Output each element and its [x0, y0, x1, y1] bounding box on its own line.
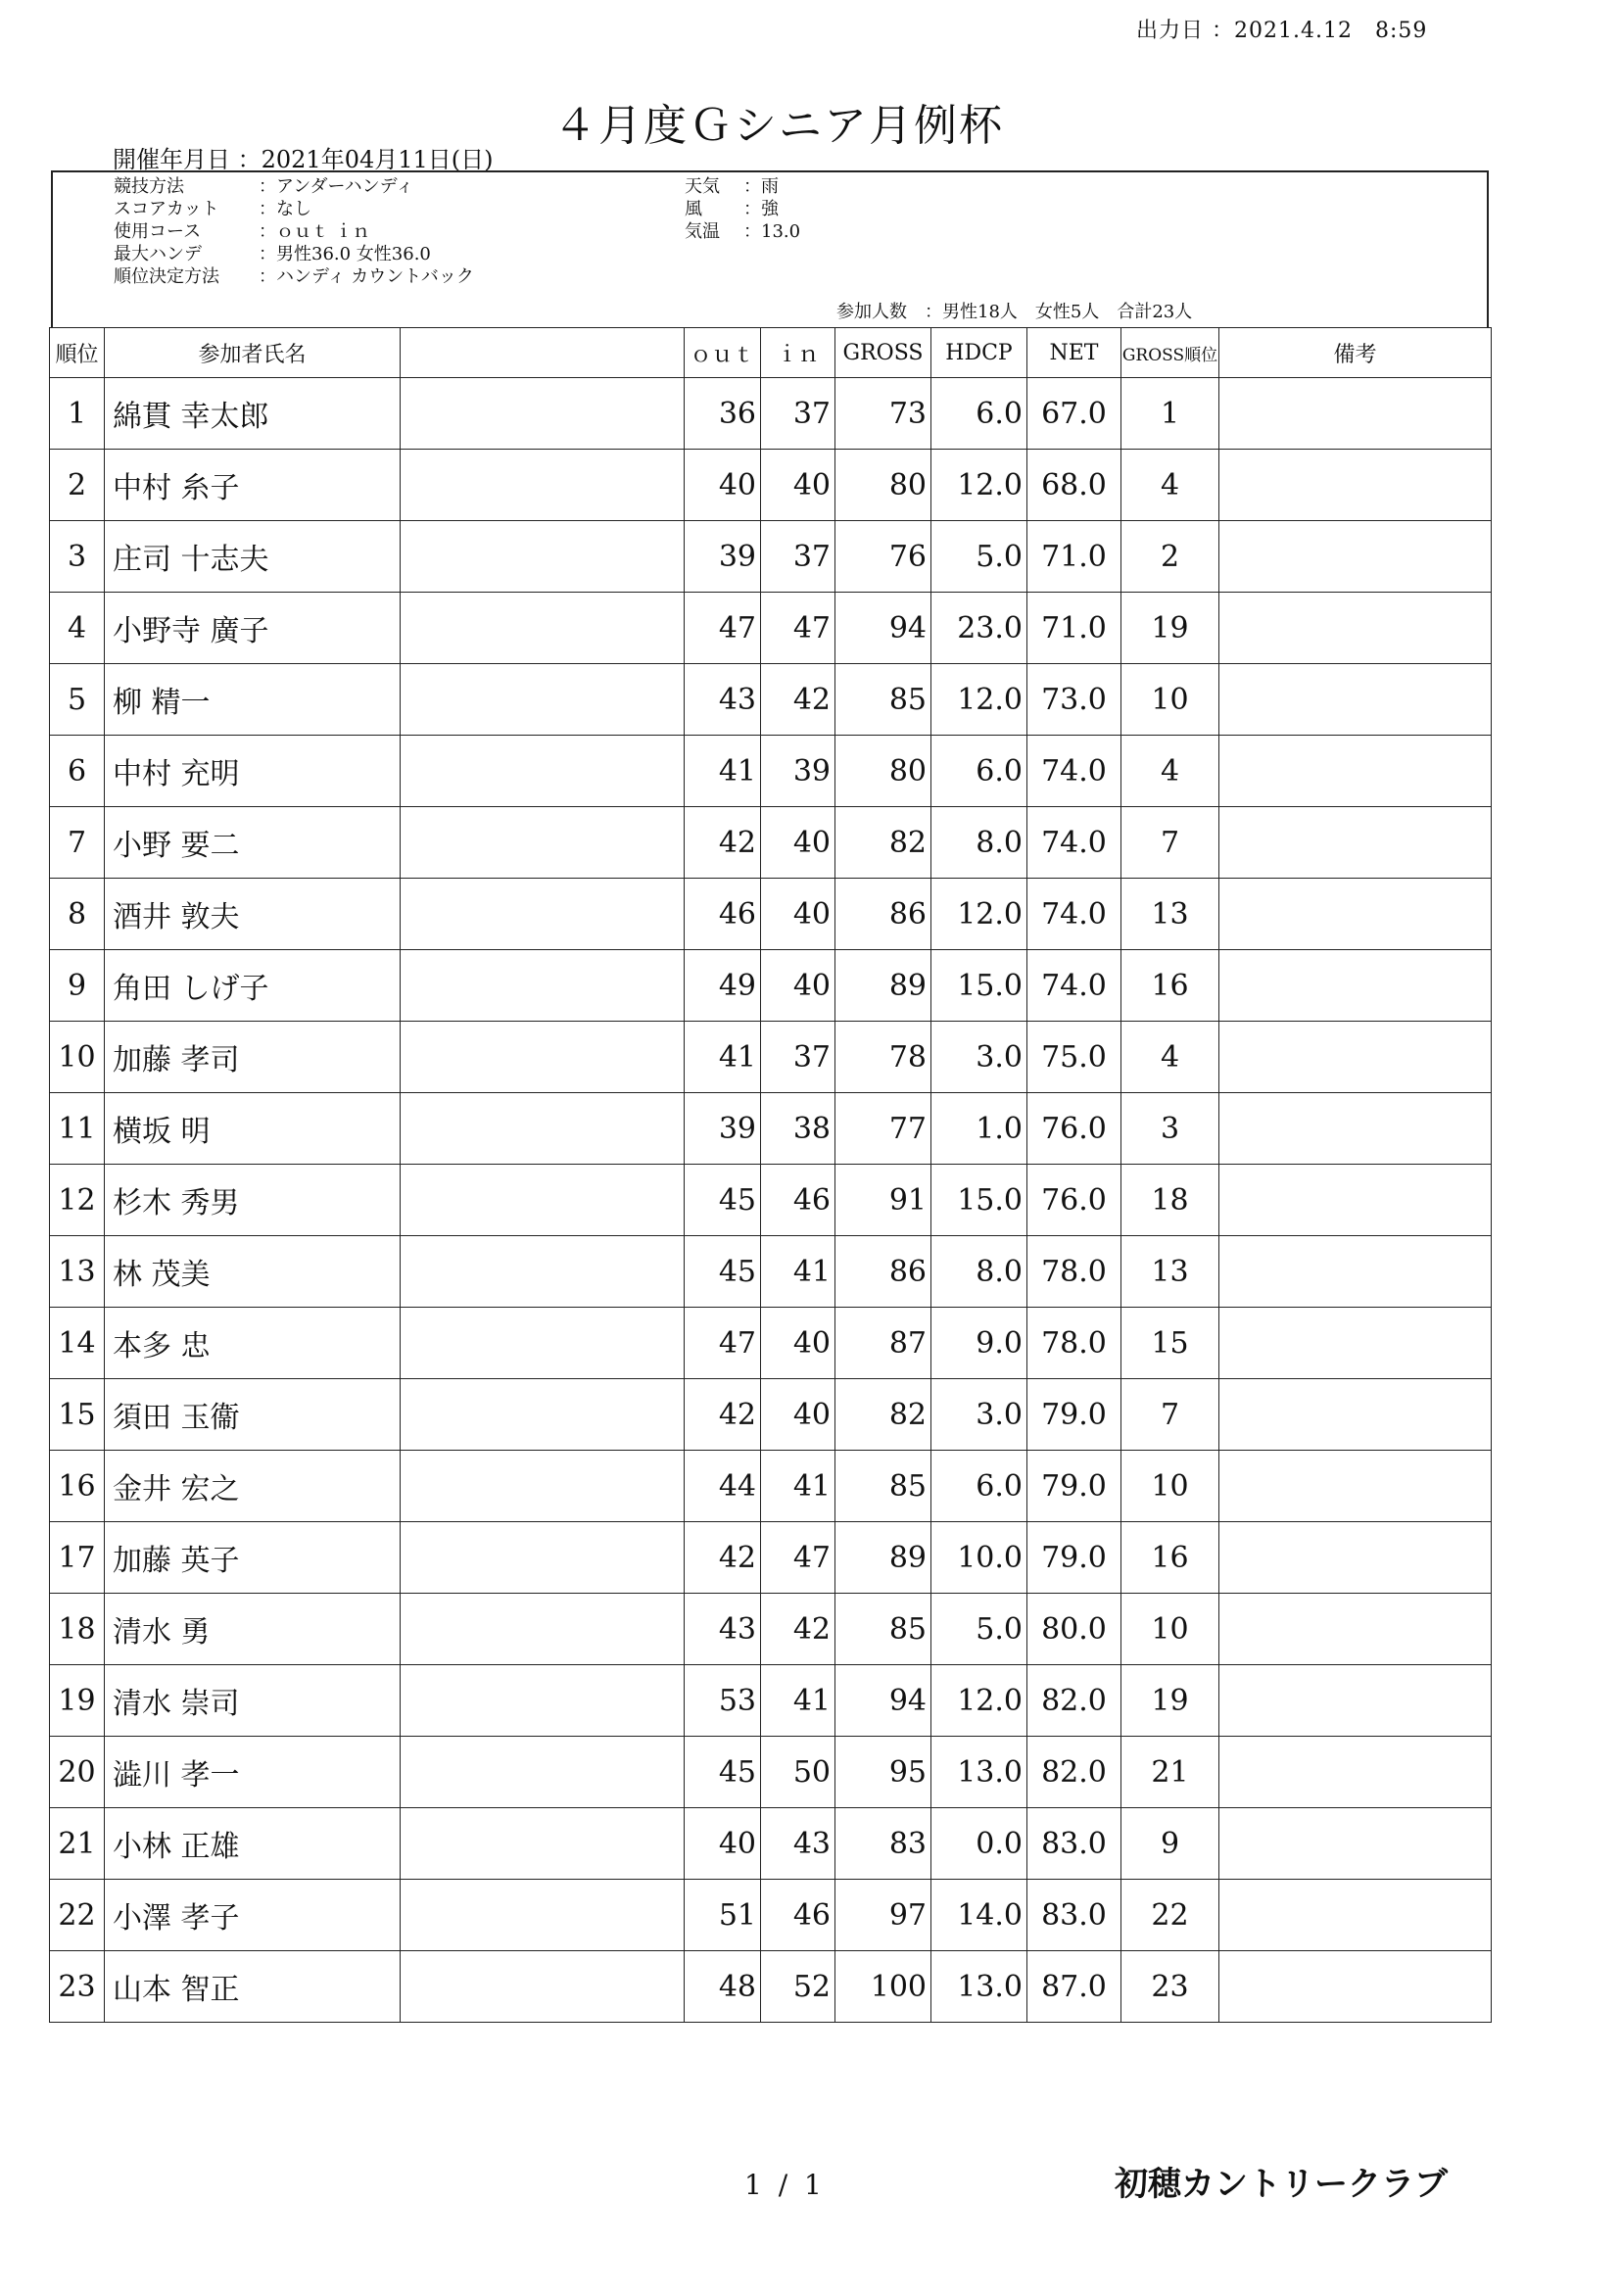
cell-rank: 23 [50, 1951, 105, 2023]
cell-rank: 9 [50, 950, 105, 1022]
cell-out: 53 [685, 1665, 761, 1737]
cell-gross: 87 [835, 1308, 931, 1379]
cell-gross: 94 [835, 1665, 931, 1737]
table-row [50, 1522, 1492, 1594]
cell-blank [401, 1308, 685, 1379]
cell-gross-rank: 7 [1121, 1379, 1219, 1451]
cell-out: 41 [685, 1022, 761, 1093]
page-number: 1 / 1 [744, 2169, 826, 2201]
cell-gross: 89 [835, 1522, 931, 1594]
rule-label: 最大ハンデ [114, 244, 202, 264]
cell-in: 43 [761, 1808, 835, 1880]
cell-remarks [1219, 1308, 1492, 1379]
condition-value: ：雨 [743, 176, 779, 197]
cell-in: 40 [761, 450, 835, 521]
cell-name: 加藤 英子 [105, 1522, 401, 1594]
cell-gross-rank: 19 [1121, 1665, 1219, 1737]
cell-blank [401, 664, 685, 736]
cell-net: 71.0 [1027, 521, 1121, 593]
cell-remarks [1219, 1880, 1492, 1951]
cell-name: 須田 玉衞 [105, 1379, 401, 1451]
cell-rank: 2 [50, 450, 105, 521]
event-date: 開催年月日 ：2021年04月11日(日) [113, 146, 494, 173]
cell-net: 79.0 [1027, 1451, 1121, 1522]
cell-remarks [1219, 1808, 1492, 1880]
cell-remarks [1219, 1594, 1492, 1665]
cell-net: 76.0 [1027, 1165, 1121, 1236]
cell-hdcp: 10.0 [931, 1522, 1027, 1594]
cell-gross: 83 [835, 1808, 931, 1880]
cell-hdcp: 5.0 [931, 1594, 1027, 1665]
cell-hdcp: 9.0 [931, 1308, 1027, 1379]
table-row [50, 1236, 1492, 1308]
cell-gross: 76 [835, 521, 931, 593]
cell-gross-rank: 10 [1121, 1594, 1219, 1665]
cell-gross-rank: 21 [1121, 1737, 1219, 1808]
cell-blank [401, 1236, 685, 1308]
cell-rank: 10 [50, 1022, 105, 1093]
cell-net: 83.0 [1027, 1808, 1121, 1880]
cell-gross: 77 [835, 1093, 931, 1165]
cell-out: 39 [685, 521, 761, 593]
cell-hdcp: 3.0 [931, 1022, 1027, 1093]
table-row [50, 1165, 1492, 1236]
cell-net: 74.0 [1027, 736, 1121, 807]
rule-label: スコアカット [114, 199, 219, 219]
cell-hdcp: 12.0 [931, 450, 1027, 521]
cell-gross-rank: 16 [1121, 950, 1219, 1022]
condition-label: 風 [685, 199, 702, 219]
table-row [50, 1808, 1492, 1880]
cell-out: 45 [685, 1737, 761, 1808]
cell-net: 79.0 [1027, 1379, 1121, 1451]
cell-hdcp: 6.0 [931, 736, 1027, 807]
rule-label: 使用コース [114, 221, 202, 242]
cell-gross: 82 [835, 1379, 931, 1451]
cell-out: 47 [685, 1308, 761, 1379]
cell-blank [401, 950, 685, 1022]
cell-blank [401, 1522, 685, 1594]
cell-net: 74.0 [1027, 879, 1121, 950]
cell-rank: 21 [50, 1808, 105, 1880]
cell-gross-rank: 4 [1121, 736, 1219, 807]
table-row [50, 1451, 1492, 1522]
cell-name: 澁川 孝一 [105, 1737, 401, 1808]
cell-in: 37 [761, 521, 835, 593]
table-header-row [50, 328, 1492, 378]
cell-out: 43 [685, 1594, 761, 1665]
cell-gross-rank: 3 [1121, 1093, 1219, 1165]
cell-rank: 8 [50, 879, 105, 950]
participant-count: 参加人数 ：男性18人 女性5人 合計23人 [836, 302, 1193, 322]
rule-value: ：ハンディ カウントバック [259, 266, 474, 287]
table-row [50, 1951, 1492, 2023]
rule-value: ：アンダーハンディ [259, 176, 414, 197]
condition-label: 天気 [685, 176, 720, 197]
cell-blank [401, 1665, 685, 1737]
cell-out: 40 [685, 450, 761, 521]
cell-in: 37 [761, 378, 835, 450]
cell-out: 42 [685, 1379, 761, 1451]
cell-hdcp: 5.0 [931, 521, 1027, 593]
cell-out: 51 [685, 1880, 761, 1951]
cell-name: 柳 精一 [105, 664, 401, 736]
cell-name: 林 茂美 [105, 1236, 401, 1308]
cell-out: 46 [685, 879, 761, 950]
cell-blank [401, 1451, 685, 1522]
cell-name: 清水 崇司 [105, 1665, 401, 1737]
table-row [50, 1880, 1492, 1951]
cell-hdcp: 8.0 [931, 807, 1027, 879]
cell-in: 52 [761, 1951, 835, 2023]
cell-net: 80.0 [1027, 1594, 1121, 1665]
cell-blank [401, 736, 685, 807]
cell-in: 47 [761, 1522, 835, 1594]
cell-name: 中村 充明 [105, 736, 401, 807]
cell-in: 47 [761, 593, 835, 664]
table-row [50, 1379, 1492, 1451]
cell-remarks [1219, 807, 1492, 879]
cell-out: 42 [685, 807, 761, 879]
cell-in: 40 [761, 950, 835, 1022]
cell-blank [401, 1093, 685, 1165]
rule-row [114, 221, 370, 243]
cell-gross: 100 [835, 1951, 931, 2023]
cell-rank: 20 [50, 1737, 105, 1808]
cell-remarks [1219, 1737, 1492, 1808]
cell-name: 小林 正雄 [105, 1808, 401, 1880]
cell-gross-rank: 7 [1121, 807, 1219, 879]
cell-name: 山本 智正 [105, 1951, 401, 2023]
cell-remarks [1219, 450, 1492, 521]
club-name: 初穂カントリークラブ [1115, 2165, 1448, 2204]
table-row [50, 807, 1492, 879]
cell-blank [401, 1594, 685, 1665]
cell-gross: 80 [835, 736, 931, 807]
cell-blank [401, 1808, 685, 1880]
cell-gross: 97 [835, 1880, 931, 1951]
table-row [50, 1093, 1492, 1165]
competition-info-box [51, 170, 1489, 327]
cell-in: 40 [761, 879, 835, 950]
cell-gross: 73 [835, 378, 931, 450]
cell-in: 50 [761, 1737, 835, 1808]
cell-net: 83.0 [1027, 1880, 1121, 1951]
condition-row [685, 176, 779, 198]
cell-out: 36 [685, 378, 761, 450]
cell-blank [401, 593, 685, 664]
cell-name: 中村 糸子 [105, 450, 401, 521]
cell-gross-rank: 23 [1121, 1951, 1219, 2023]
cell-gross: 85 [835, 664, 931, 736]
cell-hdcp: 12.0 [931, 664, 1027, 736]
cell-remarks [1219, 593, 1492, 664]
cell-hdcp: 14.0 [931, 1880, 1027, 1951]
header-gross-rank: GROSS順位 [1121, 328, 1219, 378]
condition-row [685, 199, 779, 220]
cell-name: 角田 しげ子 [105, 950, 401, 1022]
cell-in: 41 [761, 1665, 835, 1737]
cell-out: 48 [685, 1951, 761, 2023]
header-hdcp: HDCP [931, 328, 1027, 378]
cell-rank: 18 [50, 1594, 105, 1665]
cell-gross-rank: 10 [1121, 1451, 1219, 1522]
rule-row [114, 176, 413, 198]
results-table [49, 327, 1492, 2023]
cell-rank: 15 [50, 1379, 105, 1451]
cell-blank [401, 378, 685, 450]
cell-in: 39 [761, 736, 835, 807]
header-rank: 順位 [50, 328, 105, 378]
cell-remarks [1219, 521, 1492, 593]
header-net: NET [1027, 328, 1121, 378]
cell-hdcp: 15.0 [931, 950, 1027, 1022]
cell-net: 67.0 [1027, 378, 1121, 450]
cell-rank: 13 [50, 1236, 105, 1308]
condition-label: 気温 [685, 221, 720, 242]
rule-row [114, 199, 311, 220]
cell-in: 46 [761, 1880, 835, 1951]
cell-blank [401, 1379, 685, 1451]
rule-row [114, 266, 474, 288]
cell-blank [401, 807, 685, 879]
cell-rank: 19 [50, 1665, 105, 1737]
cell-net: 73.0 [1027, 664, 1121, 736]
cell-name: 酒井 敦夫 [105, 879, 401, 950]
cell-blank [401, 879, 685, 950]
cell-in: 40 [761, 1308, 835, 1379]
cell-gross: 82 [835, 807, 931, 879]
cell-hdcp: 15.0 [931, 1165, 1027, 1236]
table-row [50, 1665, 1492, 1737]
cell-in: 42 [761, 1594, 835, 1665]
rule-value: ：ｏｕｔ ｉｎ [259, 221, 370, 242]
cell-in: 37 [761, 1022, 835, 1093]
cell-gross: 94 [835, 593, 931, 664]
cell-gross: 95 [835, 1737, 931, 1808]
cell-net: 79.0 [1027, 1522, 1121, 1594]
table-row [50, 1022, 1492, 1093]
cell-blank [401, 1165, 685, 1236]
header-out: ｏｕｔ [685, 328, 761, 378]
cell-net: 82.0 [1027, 1665, 1121, 1737]
cell-out: 44 [685, 1451, 761, 1522]
cell-out: 40 [685, 1808, 761, 1880]
cell-hdcp: 1.0 [931, 1093, 1027, 1165]
cell-in: 38 [761, 1093, 835, 1165]
cell-gross-rank: 10 [1121, 664, 1219, 736]
cell-in: 46 [761, 1165, 835, 1236]
cell-name: 清水 勇 [105, 1594, 401, 1665]
cell-rank: 16 [50, 1451, 105, 1522]
cell-name: 金井 宏之 [105, 1451, 401, 1522]
cell-blank [401, 1737, 685, 1808]
cell-remarks [1219, 1665, 1492, 1737]
cell-in: 41 [761, 1451, 835, 1522]
header-remarks: 備考 [1219, 328, 1492, 378]
cell-gross: 91 [835, 1165, 931, 1236]
cell-gross-rank: 13 [1121, 1236, 1219, 1308]
cell-rank: 6 [50, 736, 105, 807]
cell-gross: 80 [835, 450, 931, 521]
cell-rank: 4 [50, 593, 105, 664]
results-body [50, 378, 1492, 2023]
cell-name: 加藤 孝司 [105, 1022, 401, 1093]
cell-blank [401, 521, 685, 593]
cell-gross-rank: 4 [1121, 450, 1219, 521]
cell-net: 82.0 [1027, 1737, 1121, 1808]
cell-net: 75.0 [1027, 1022, 1121, 1093]
cell-hdcp: 12.0 [931, 879, 1027, 950]
table-row [50, 1737, 1492, 1808]
rule-value: ：男性36.0 女性36.0 [259, 244, 431, 264]
table-row [50, 664, 1492, 736]
cell-rank: 3 [50, 521, 105, 593]
cell-net: 78.0 [1027, 1236, 1121, 1308]
cell-hdcp: 13.0 [931, 1737, 1027, 1808]
cell-gross-rank: 19 [1121, 593, 1219, 664]
cell-gross-rank: 16 [1121, 1522, 1219, 1594]
condition-value: ：強 [743, 199, 779, 219]
cell-blank [401, 1951, 685, 2023]
cell-remarks [1219, 1951, 1492, 2023]
cell-gross-rank: 22 [1121, 1880, 1219, 1951]
cell-out: 39 [685, 1093, 761, 1165]
cell-name: 綿貫 幸太郎 [105, 378, 401, 450]
cell-out: 43 [685, 664, 761, 736]
cell-gross-rank: 15 [1121, 1308, 1219, 1379]
cell-out: 42 [685, 1522, 761, 1594]
cell-rank: 11 [50, 1093, 105, 1165]
cell-remarks [1219, 1522, 1492, 1594]
cell-gross: 86 [835, 1236, 931, 1308]
cell-remarks [1219, 736, 1492, 807]
cell-gross: 78 [835, 1022, 931, 1093]
cell-hdcp: 13.0 [931, 1951, 1027, 2023]
table-row [50, 450, 1492, 521]
cell-remarks [1219, 950, 1492, 1022]
cell-net: 87.0 [1027, 1951, 1121, 2023]
cell-name: 庄司 十志夫 [105, 521, 401, 593]
cell-gross: 86 [835, 879, 931, 950]
cell-name: 杉木 秀男 [105, 1165, 401, 1236]
cell-net: 68.0 [1027, 450, 1121, 521]
header-gross: GROSS [835, 328, 931, 378]
cell-gross-rank: 18 [1121, 1165, 1219, 1236]
cell-rank: 1 [50, 378, 105, 450]
cell-name: 小澤 孝子 [105, 1880, 401, 1951]
cell-name: 小野寺 廣子 [105, 593, 401, 664]
table-row [50, 879, 1492, 950]
cell-gross: 89 [835, 950, 931, 1022]
cell-net: 76.0 [1027, 1093, 1121, 1165]
cell-out: 45 [685, 1165, 761, 1236]
cell-out: 45 [685, 1236, 761, 1308]
cell-remarks [1219, 664, 1492, 736]
cell-hdcp: 0.0 [931, 1808, 1027, 1880]
cell-hdcp: 23.0 [931, 593, 1027, 664]
cell-remarks [1219, 378, 1492, 450]
cell-out: 47 [685, 593, 761, 664]
cell-net: 74.0 [1027, 950, 1121, 1022]
table-row [50, 1308, 1492, 1379]
cell-rank: 12 [50, 1165, 105, 1236]
cell-name: 本多 忠 [105, 1308, 401, 1379]
table-row [50, 1594, 1492, 1665]
table-row [50, 521, 1492, 593]
cell-in: 40 [761, 1379, 835, 1451]
rule-label: 競技方法 [114, 176, 184, 197]
cell-rank: 5 [50, 664, 105, 736]
cell-gross-rank: 2 [1121, 521, 1219, 593]
cell-rank: 22 [50, 1880, 105, 1951]
cell-rank: 14 [50, 1308, 105, 1379]
cell-in: 42 [761, 664, 835, 736]
cell-hdcp: 8.0 [931, 1236, 1027, 1308]
header-blank [401, 328, 685, 378]
cell-blank [401, 1022, 685, 1093]
condition-value: ：13.0 [743, 221, 801, 242]
cell-name: 小野 要二 [105, 807, 401, 879]
cell-hdcp: 3.0 [931, 1379, 1027, 1451]
cell-remarks [1219, 879, 1492, 950]
cell-remarks [1219, 1451, 1492, 1522]
cell-rank: 17 [50, 1522, 105, 1594]
cell-name: 横坂 明 [105, 1093, 401, 1165]
cell-gross: 85 [835, 1451, 931, 1522]
cell-gross-rank: 13 [1121, 879, 1219, 950]
cell-net: 78.0 [1027, 1308, 1121, 1379]
cell-rank: 7 [50, 807, 105, 879]
header-name: 参加者氏名 [105, 328, 401, 378]
cell-out: 41 [685, 736, 761, 807]
cell-blank [401, 450, 685, 521]
cell-blank [401, 1880, 685, 1951]
cell-net: 71.0 [1027, 593, 1121, 664]
cell-remarks [1219, 1165, 1492, 1236]
condition-row [685, 221, 800, 243]
rule-value: ：なし [259, 199, 311, 219]
rule-row [114, 244, 431, 265]
cell-hdcp: 12.0 [931, 1665, 1027, 1737]
cell-remarks [1219, 1022, 1492, 1093]
table-row [50, 378, 1492, 450]
table-row [50, 593, 1492, 664]
cell-in: 41 [761, 1236, 835, 1308]
cell-in: 40 [761, 807, 835, 879]
cell-hdcp: 6.0 [931, 1451, 1027, 1522]
rule-label: 順位決定方法 [114, 266, 219, 287]
cell-hdcp: 6.0 [931, 378, 1027, 450]
cell-gross-rank: 1 [1121, 378, 1219, 450]
cell-net: 74.0 [1027, 807, 1121, 879]
cell-remarks [1219, 1379, 1492, 1451]
document-title: ４月度Ｇシニア月例杯 [553, 101, 1004, 151]
cell-gross: 85 [835, 1594, 931, 1665]
cell-out: 49 [685, 950, 761, 1022]
table-row [50, 950, 1492, 1022]
cell-gross-rank: 4 [1121, 1022, 1219, 1093]
header-in: ｉｎ [761, 328, 835, 378]
cell-remarks [1219, 1093, 1492, 1165]
cell-gross-rank: 9 [1121, 1808, 1219, 1880]
cell-remarks [1219, 1236, 1492, 1308]
print-date: 出力日 ：2021.4.12 8:59 [1136, 19, 1428, 43]
table-row [50, 736, 1492, 807]
